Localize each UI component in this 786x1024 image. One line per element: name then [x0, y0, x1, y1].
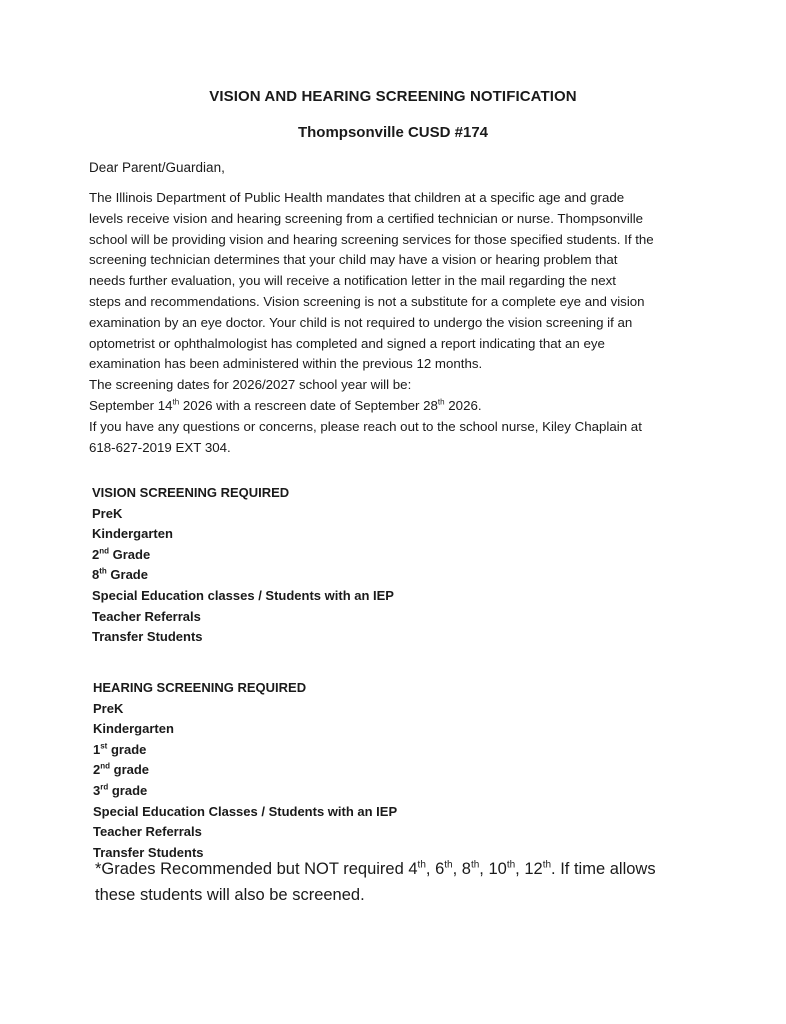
- list-item: Teacher Referrals: [92, 608, 201, 624]
- page-title: VISION AND HEARING SCREENING NOTIFICATION: [209, 88, 577, 105]
- body-line: The screening dates for 2026/2027 school year will be:: [89, 377, 412, 393]
- body-line: needs further evaluation, you will receive a notification letter in the mail regarding the next: [89, 273, 616, 289]
- body-line: examination by an eye doctor. Your child is not required to undergo the vision screening if an: [89, 314, 633, 330]
- hearing-heading: HEARING SCREENING REQUIRED: [93, 680, 307, 695]
- list-item: Kindergarten: [93, 721, 174, 737]
- body-line: school will be providing vision and hearing screening services for those specified students. If the: [89, 231, 654, 247]
- list-item: 2nd Grade: [92, 546, 151, 562]
- hearing-screening-list: [93, 678, 397, 863]
- body-line: steps and recommendations. Vision screening is not a substitute for a complete eye and vision: [89, 293, 645, 309]
- ordinal-suffix: th: [437, 397, 445, 407]
- list-item: 8th Grade: [92, 567, 148, 583]
- list-item: 1st grade: [93, 741, 147, 757]
- contact-line: 618-627-2019 EXT 304.: [89, 439, 231, 455]
- list-item: Kindergarten: [92, 526, 173, 542]
- body-line: The Illinois Department of Public Health mandates that children at a specific age and grade: [89, 190, 625, 205]
- list-item: Transfer Students: [92, 629, 203, 645]
- list-item: 2nd grade: [93, 762, 150, 778]
- note-line: these students will also be screened.: [95, 886, 365, 904]
- district-name: Thompsonville CUSD #174: [297, 124, 489, 141]
- list-item: PreK: [93, 700, 124, 716]
- body-line: levels receive vision and hearing screening from a certified technician or nurse. Thompsonville: [89, 210, 644, 226]
- list-item: Transfer Students: [93, 844, 204, 860]
- body-line: optometrist or ophthalmologist has completed and signed a report indicating that an eye: [89, 335, 605, 351]
- list-item: Special Education Classes / Students with an IEP: [93, 803, 398, 819]
- date-text: 2026.: [444, 397, 482, 413]
- date-text: 2026 with a rescreen date of September 28: [179, 397, 438, 413]
- date-text: September 14: [89, 397, 173, 413]
- list-item: Special Education classes / Students with an IEP: [92, 587, 394, 603]
- contact-line: If you have any questions or concerns, please reach out to the school nurse, Kiley Chaplain at: [89, 418, 642, 434]
- vision-screening-list: [92, 483, 394, 648]
- list-item: PreK: [92, 505, 123, 521]
- letter-body: [89, 188, 699, 458]
- body-line: examination has been administered within the previous 12 months.: [89, 356, 483, 372]
- note-line: *Grades Recommended but NOT required 4th, 6th, 8th, 10th, 12th. If time allows: [95, 859, 656, 878]
- salutation: Dear Parent/Guardian,: [89, 160, 225, 175]
- ordinal-suffix: th: [172, 397, 180, 407]
- body-line: screening technician determines that your child may have a vision or hearing problem that: [89, 252, 618, 268]
- vision-heading: VISION SCREENING REQUIRED: [92, 485, 290, 500]
- list-item: 3rd grade: [93, 782, 148, 798]
- screening-dates-line: [89, 396, 699, 417]
- recommended-grades-note: [95, 856, 735, 908]
- list-item: Teacher Referrals: [93, 824, 202, 840]
